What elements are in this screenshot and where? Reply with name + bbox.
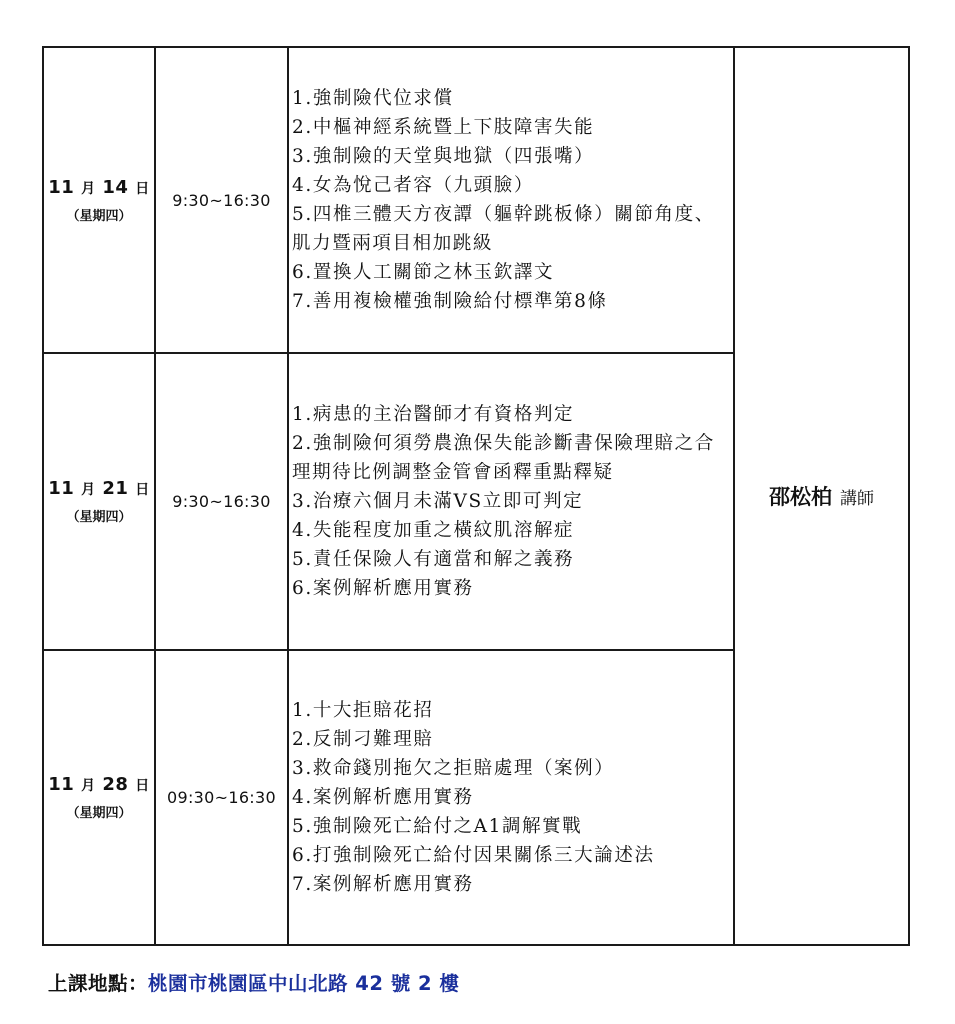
topic-list <box>289 696 733 899</box>
date-month-suffix: 月 <box>81 482 96 498</box>
session-weekday: （星期四） <box>66 806 132 821</box>
instructor-name: 邵松柏 <box>769 485 832 509</box>
topic-item: 1.強制險代位求償 <box>292 88 454 109</box>
topics-cell <box>288 353 734 650</box>
location-line <box>48 968 459 996</box>
session-weekday: （星期四） <box>66 510 132 525</box>
topic-item: 3.救命錢別拖欠之拒賠處理（案例） <box>292 758 615 779</box>
topic-item: 3.強制險的天堂與地獄（四張嘴） <box>292 146 595 167</box>
date-day-suffix: 日 <box>135 482 150 498</box>
session-date <box>44 774 154 797</box>
date-month: 11 <box>48 176 75 198</box>
session-date <box>44 478 154 501</box>
topic-item: 4.失能程度加重之橫紋肌溶解症 <box>292 520 575 541</box>
topic-item: 6.打強制險死亡給付因果關係三大論述法 <box>292 845 655 866</box>
date-day: 21 <box>102 478 129 499</box>
instructor-cell <box>734 47 909 945</box>
topic-item: 2.反制刁難理賠 <box>292 729 434 750</box>
instructor-title: 講師 <box>840 489 874 509</box>
topic-item: 2.中樞神經系統暨上下肢障害失能 <box>292 117 595 138</box>
topic-item: 6.案例解析應用實務 <box>292 578 474 599</box>
time-cell <box>155 353 288 650</box>
topic-item: 3.治療六個月未滿VS立即可判定 <box>292 491 584 512</box>
date-day: 28 <box>102 774 129 795</box>
topic-item: 6.置換人工關節之林玉欽譯文 <box>292 262 555 283</box>
session-weekday: （星期四） <box>66 208 132 224</box>
session-time: 09:30~16:30 <box>167 788 276 807</box>
date-cell <box>43 47 155 353</box>
topic-item: 1.病患的主治醫師才有資格判定 <box>292 404 575 425</box>
session-date <box>44 177 154 200</box>
date-month-suffix: 月 <box>81 180 96 197</box>
topics-cell <box>288 650 734 945</box>
topic-item: 5.責任保險人有適當和解之義務 <box>292 549 575 570</box>
time-cell <box>155 650 288 945</box>
date-day-suffix: 日 <box>135 180 150 197</box>
topics-cell <box>288 47 734 353</box>
location-label: 上課地點： <box>48 972 149 995</box>
date-cell <box>43 650 155 945</box>
topic-item: 4.案例解析應用實務 <box>292 787 474 808</box>
topic-item: 7.善用複檢權強制險給付標準第8條 <box>292 291 608 312</box>
date-day-suffix: 日 <box>135 778 150 794</box>
session-row <box>43 47 909 353</box>
schedule-table <box>42 46 910 946</box>
session-time: 9:30~16:30 <box>172 190 271 210</box>
date-month: 11 <box>48 478 75 499</box>
topic-item: 7.案例解析應用實務 <box>292 874 474 895</box>
date-day: 14 <box>102 176 129 198</box>
session-time: 9:30~16:30 <box>172 492 271 511</box>
topic-item: 4.女為悅己者容（九頭臉） <box>292 175 534 196</box>
date-cell <box>43 353 155 650</box>
topic-item: 1.十大拒賠花招 <box>292 700 434 721</box>
topic-item: 5.四椎三體天方夜譚（軀幹跳板條）關節角度、肌力暨兩項目相加跳級 <box>292 204 715 254</box>
topic-item: 5.強制險死亡給付之A1調解實戰 <box>292 816 583 837</box>
topic-list <box>289 400 733 603</box>
topic-item: 2.強制險何須勞農漁保失能診斷書保險理賠之合理期待比例調整金管會函釋重點釋疑 <box>292 433 715 483</box>
date-month-suffix: 月 <box>81 778 96 794</box>
time-cell <box>155 47 288 353</box>
date-month: 11 <box>48 774 75 795</box>
location-address: 桃園市桃園區中山北路 42 號 2 樓 <box>148 972 460 995</box>
topic-list <box>289 84 733 316</box>
